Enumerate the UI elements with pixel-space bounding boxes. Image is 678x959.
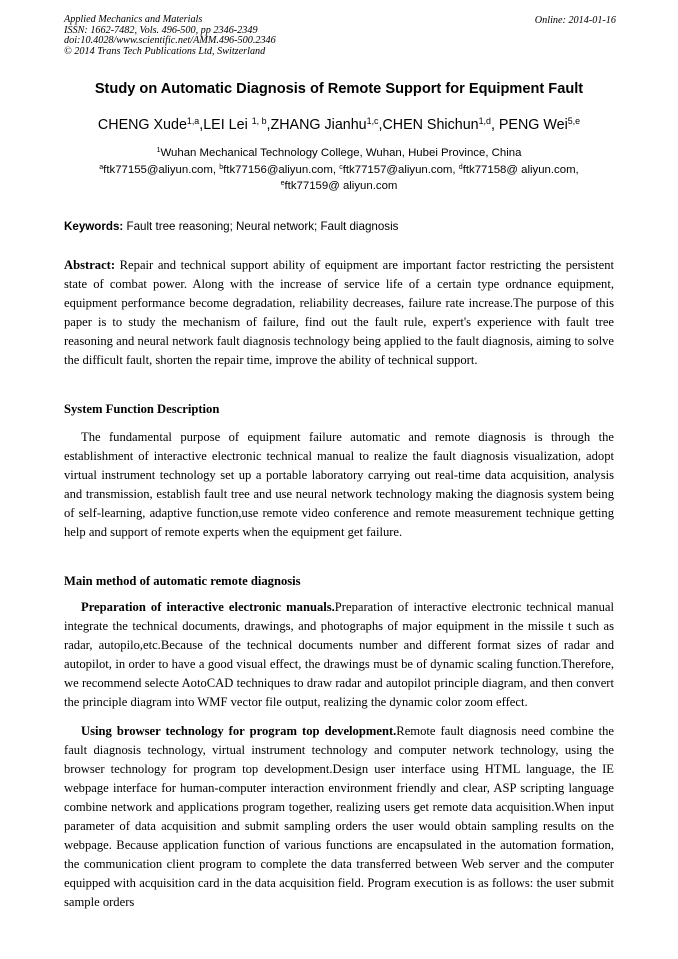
paragraph-electronic-manuals <box>64 598 614 712</box>
author-sup: 1,c <box>366 116 379 127</box>
email-sup: d <box>458 164 463 172</box>
paragraph-lead: Using browser technology for program top development. <box>81 724 397 738</box>
section-heading-system-function: System Function Description <box>64 402 220 416</box>
author-name: LEI Lei <box>203 117 252 133</box>
author-name: CHENG Xude <box>97 117 187 133</box>
email-line-1 <box>0 164 678 176</box>
author-sep: , <box>490 117 499 133</box>
journal-header <box>64 15 276 57</box>
paragraph-text: Preparation of interactive electronic technical manual integrate the technical documents, drawings, and photographs of major equipment in the missile t such as radar, autopilo,etc.Because of the technical documents number and different format sizes of radar and autopilot, in order to have a good visual effect, the drawings must be of dynamic scaling function.Therefore, we recommend selecte AotoCAD techniques to draw radar and autopilot principle diagram, and then convert the principle diagram into WMF vector file output, realizing the dynamic color zoom effect. <box>64 600 614 709</box>
doi-line: doi:10.4028/www.scientific.net/AMM.496-500.2346 <box>64 35 276 47</box>
abstract <box>64 256 614 370</box>
keywords-label: Keywords: <box>64 220 124 233</box>
paragraph-lead: Preparation of interactive electronic manuals. <box>81 600 335 614</box>
author-sep: , <box>199 117 204 133</box>
affiliation <box>0 147 678 159</box>
email-sup: c <box>339 164 343 172</box>
author-sup: 1,a <box>186 116 200 127</box>
author-sep: , <box>266 117 271 133</box>
author-sup: 1,d <box>478 116 491 127</box>
keywords <box>64 220 398 233</box>
author-name: PENG Wei <box>498 117 568 133</box>
author-sep: , <box>378 117 383 133</box>
issn-line: ISSN: 1662-7482, Vols. 496-500, pp 2346-2349 <box>64 24 258 36</box>
author-name: ZHANG Jianhu <box>270 117 367 133</box>
paragraph-browser-technology <box>64 722 614 912</box>
email-sup: e <box>280 180 285 188</box>
author-list <box>0 117 678 133</box>
email-link[interactable]: ftk77156@aliyun.com, <box>223 164 340 176</box>
abstract-label: Abstract: <box>64 258 116 272</box>
abstract-text: Repair and technical support ability of equipment are important factor restricting the persistent state of combat power. Along with the increase of service life of a certain type ordnance equipment, equipment performance become degradation, reliability decreases, failure rate increase.The purpose of this paper is to study the mechanism of failure, find out the fault rule, expert's experience with fault tree reasoning and neural network fault diagnosis technology being applied to the fault diagnosis, aiming to solve the difficult fault, shorten the repair time, improve the ability of technical support. <box>64 258 614 367</box>
paragraph-text: Remote fault diagnosis need combine the fault diagnosis technology, virtual instrument technology and computer network technology, using the browser technology for program top development.Design user interface using HTML language, the IE webpage interface for human-computer interaction environment friendly and clear, ASP scripting language combine network and applications program together, realizing users get remote data acquisition.When input parameter of data acquisition and submit sampling orders the user would obtain sampling results on the webpage. Because application function of various functions are encapsulated in the automation formation, the communication client program to complete the data transferred between Web server and the computer equipped with acquisition card in the data acquisition field. Program execution is as follows: the user submit sample orders <box>64 724 614 909</box>
affiliation-text: Wuhan Mechanical Technology College, Wuhan, Hubei Province, China <box>160 147 522 159</box>
online-date: Online: 2014-01-16 <box>534 15 616 26</box>
email-link[interactable]: ftk77159@ aliyun.com <box>284 180 398 192</box>
author-sup: 1, b <box>251 116 267 127</box>
affiliation-sup: 1 <box>156 147 161 155</box>
email-sup: b <box>219 164 224 172</box>
section-system-function-paragraph: The fundamental purpose of equipment failure automatic and remote diagnosis is through the establishment of interactive electronic technical manual to realize the fault diagnosis visualization, adopt virtual instrument technology set up a portable laboratory carrying out real-time data acquisition, analysis and transmission, establish fault tree and use neural network technology making the diagnosis system being of self-learning, adaptive function,use remote video conference and remote measurement technique getting help and support of remote experts when the equipment get failure. <box>64 430 614 539</box>
section-heading-main-method: Main method of automatic remote diagnosis <box>64 574 301 588</box>
author-sup: 5,e <box>567 116 581 127</box>
email-sup: a <box>99 164 104 172</box>
paper-title: Study on Automatic Diagnosis of Remote Support for Equipment Fault <box>94 81 584 97</box>
copyright-line: © 2014 Trans Tech Publications Ltd, Switzerland <box>64 45 266 57</box>
email-link[interactable]: ftk77158@ aliyun.com, <box>462 164 579 176</box>
author-name: CHEN Shichun <box>382 117 479 133</box>
email-link[interactable]: ftk77157@aliyun.com, <box>342 164 459 176</box>
email-link[interactable]: ftk77155@aliyun.com, <box>103 164 220 176</box>
email-line-2 <box>0 180 678 192</box>
keywords-text: Fault tree reasoning; Neural network; Fault diagnosis <box>123 220 399 233</box>
journal-name: Applied Mechanics and Materials <box>64 14 203 25</box>
